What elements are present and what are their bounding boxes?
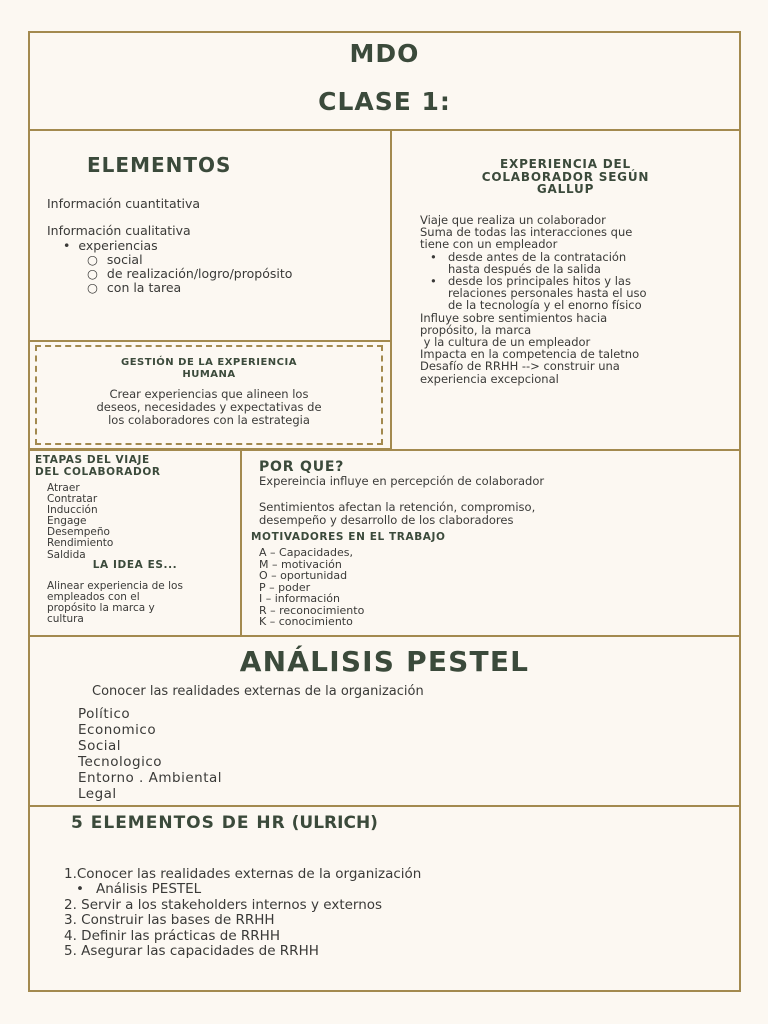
elementos-heading: ELEMENTOS	[87, 153, 232, 177]
hr-box	[28, 805, 741, 992]
etapas-heading: ETAPAS DEL VIAJE DEL COLABORADOR	[35, 454, 161, 478]
pestel-item: Legal	[78, 786, 117, 802]
title-clase: CLASE 1:	[318, 87, 451, 116]
etapa-item: Inducción	[47, 504, 98, 517]
hr-heading	[71, 813, 378, 833]
elementos-content: Información cuantitativa Información cualitativa • experiencias ○ social ○ de realización/logro/propósito ○ con la tarea	[47, 196, 293, 296]
motivadores-list	[259, 547, 364, 628]
hr-heading-rest: (ULRICH)	[285, 813, 378, 833]
title-mdo: MDO	[349, 39, 420, 68]
hr-list: 1.Conocer las realidades externas de la organización • Análisis PESTEL 2. Servir a los stakeholders internos y externos 3. Construir las bases de RRHH 4. Definir las prácticas de RRHH 5. Asegurar las capacidades de RRHH	[64, 866, 422, 960]
hr-item: 3. Construir las bases de RRHH	[64, 912, 275, 929]
bullet-experiencias: experiencias	[78, 237, 158, 253]
motivador-item: I – información	[259, 592, 340, 605]
pestel-item: Economico	[78, 722, 157, 738]
porque-heading: POR QUE?	[259, 459, 345, 475]
etapa-item: Rendimiento	[47, 537, 114, 550]
motivador-item: M – motivación	[259, 557, 342, 571]
sub-social: social	[106, 251, 143, 267]
pestel-item: Entorno . Ambiental	[78, 770, 223, 786]
pestel-heading: ANÁLISIS PESTEL	[239, 645, 530, 678]
pestel-box	[28, 635, 741, 807]
gestion-dashed-frame	[35, 345, 383, 445]
motivador-item: P – poder	[259, 580, 311, 594]
elementos-box	[28, 129, 392, 342]
hr-item: 5. Asegurar las capacidades de RRHH	[64, 943, 319, 960]
gestion-heading: GESTIÓN DE LA EXPERIENCIA HUMANA	[121, 357, 297, 380]
porque-box	[240, 449, 741, 637]
idea-heading: LA IDEA ES...	[92, 559, 178, 571]
etapa-item: Desempeño	[47, 526, 110, 539]
hr-heading-bold: 5 ELEMENTOS DE HR	[71, 813, 286, 833]
motivador-item: O – oportunidad	[259, 569, 348, 582]
title-box	[28, 31, 741, 131]
pestel-item: Tecnologico	[78, 754, 163, 770]
pestel-item: Político	[78, 706, 131, 722]
experiencia-text: Viaje que realiza un colaborador Suma de todas las interacciones que tiene con un empleador • desde antes de la contratación hasta después de la salida • desde los principales hitos y las relaciones personales hasta el uso de la tecnología y el enorno físico Influye sobre sentimientos hacia propósito, la marca y la cultura de un empleador Impacta en la competencia de taletno Desafío de RRHH --> construir una experiencia excepcional	[420, 213, 647, 386]
porque-text: Expereincia influye en percepción de colaborador Sentimientos afectan la retención, compromiso, desempeño y desarrollo de los claboradores	[259, 474, 545, 527]
etapa-item: Atraer	[47, 482, 80, 494]
motivador-item: R – reconocimiento	[259, 603, 365, 617]
info-cuantitativa: Información cuantitativa	[47, 196, 201, 211]
etapas-box	[28, 449, 242, 637]
pestel-subtitle: Conocer las realidades externas de la organización	[92, 684, 424, 699]
pestel-list	[78, 706, 222, 802]
etapas-list	[47, 483, 113, 561]
experiencia-heading: EXPERIENCIA DEL COLABORADOR SEGÚN GALLUP	[481, 157, 650, 196]
motivadores-heading: MOTIVADORES EN EL TRABAJO	[251, 531, 446, 543]
motivador-item: A – Capacidades,	[259, 546, 353, 559]
gestion-text: Crear experiencias que alineen los deseos, necesidades y expectativas de los colaboradores con la estrategia	[96, 387, 322, 427]
etapa-item: Engage	[47, 515, 87, 528]
info-cualitativa: Información cualitativa	[47, 223, 191, 239]
hr-item: 1.Conocer las realidades externas de la organización	[64, 866, 422, 882]
hr-item: 4. Definir las prácticas de RRHH	[64, 927, 280, 944]
sub-tarea: con la tarea	[106, 280, 182, 296]
experiencia-box	[390, 129, 741, 451]
hr-bullet: Análisis PESTEL	[95, 881, 202, 898]
pestel-item: Social	[78, 738, 122, 754]
etapa-item: Saldida	[47, 548, 86, 561]
hr-item: 2. Servir a los stakeholders internos y externos	[64, 896, 383, 913]
sub-realizacion: de realización/logro/propósito	[106, 266, 293, 282]
idea-text: Alinear experiencia de los empleados con el propósito la marca y cultura	[47, 580, 183, 625]
motivador-item: K – conocimiento	[259, 615, 353, 628]
gestion-box	[28, 340, 392, 450]
etapa-item: Contratar	[47, 493, 98, 506]
